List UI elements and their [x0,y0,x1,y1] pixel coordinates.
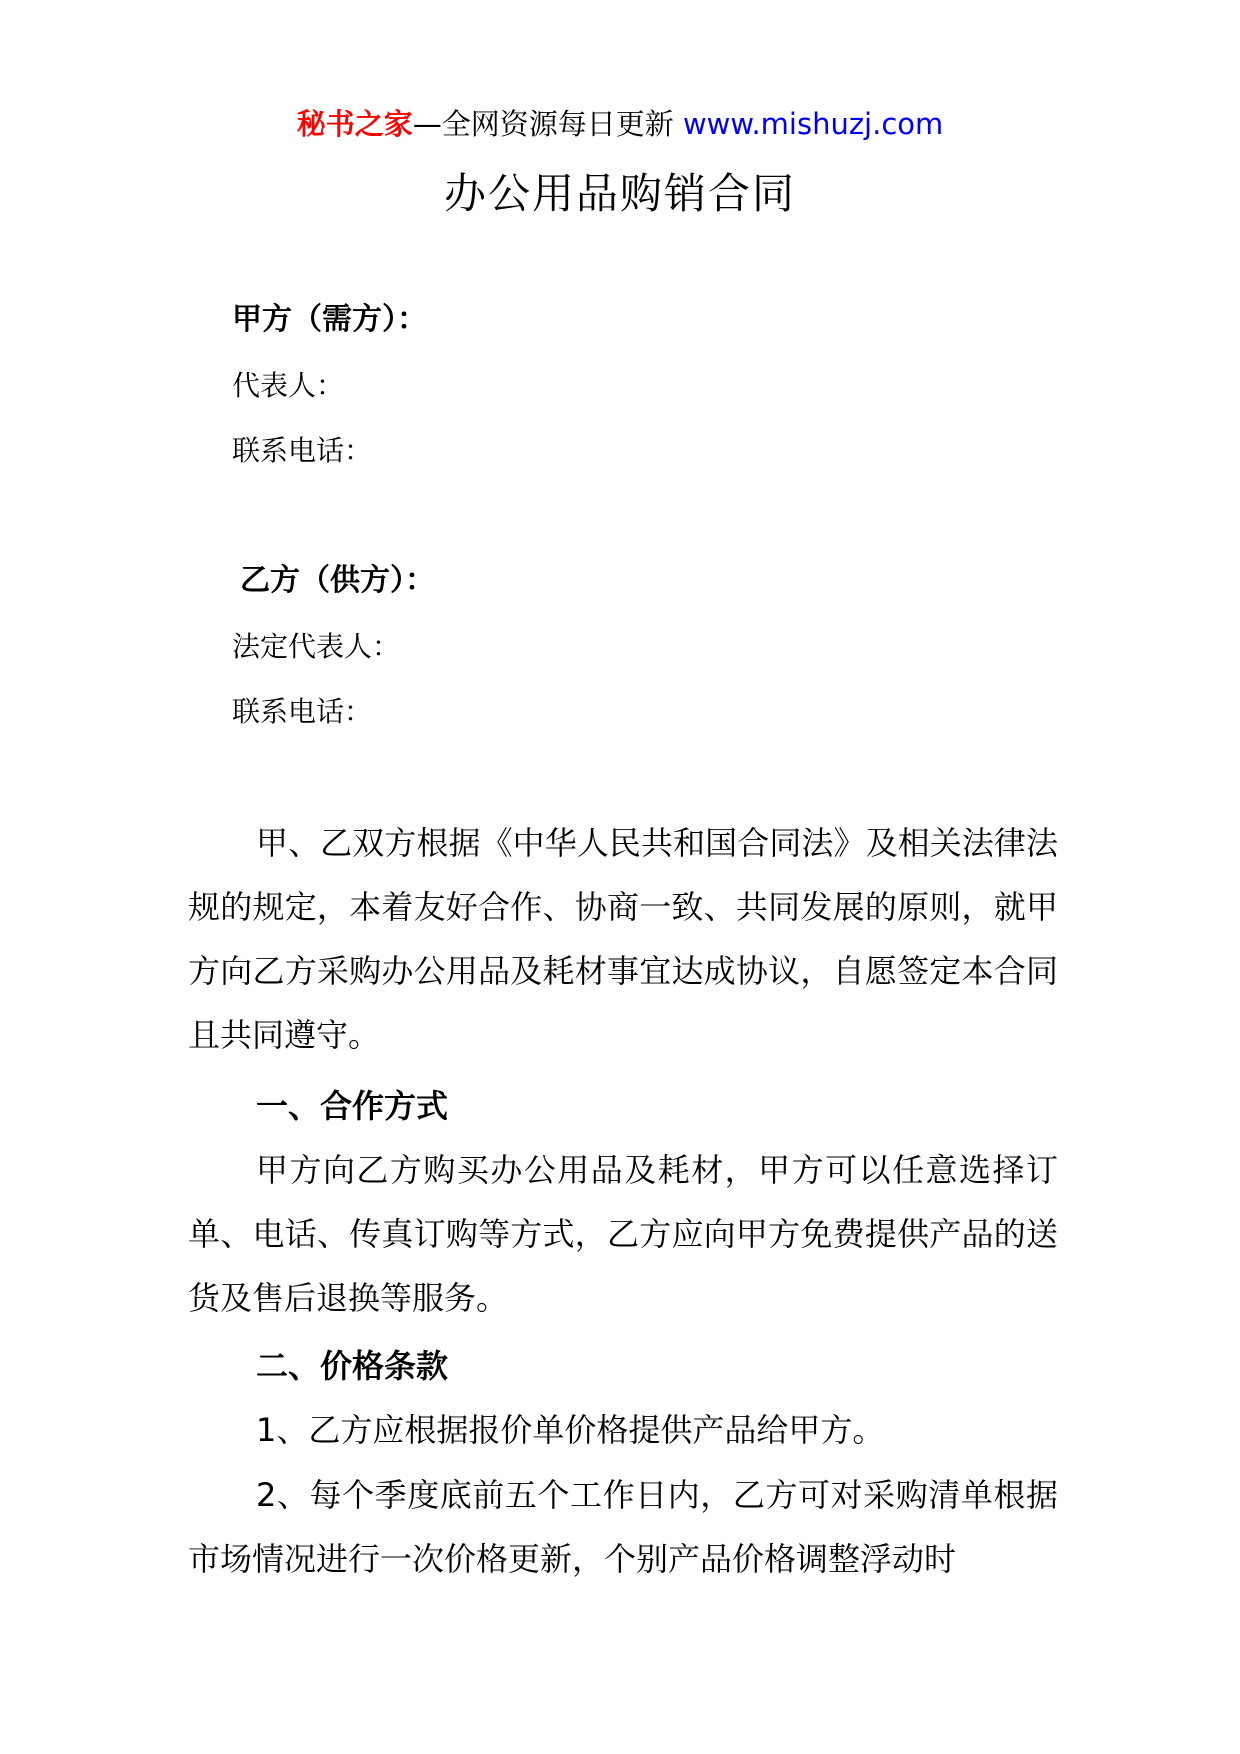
section-2-item-1: 1、乙方应根据报价单价格提供产品给甲方。 [256,1411,885,1449]
header-tagline: —全网资源每日更新 [412,107,674,141]
party-b-phone: 联系电话： [232,695,373,728]
intro-paragraph: 甲、乙双方根据《中华人民共和国合同法》及相关法律法规的规定，本着友好合作、协商一致、共同发展的原则，就甲方向乙方采购办公用品及耗材事宜达成协议，自愿签定本合同且共同遵守。 [188,824,1058,1054]
brand-name: 秘书之家 [296,107,413,141]
section-1-heading: 一、合作方式 [256,1087,449,1125]
party-b-legal-rep: 法定代表人： [232,630,401,663]
section-2-item-2: 2、每个季度底前五个工作日内，乙方可对采购清单根据市场情况进行一次价格更新，个别产品价格调整浮动时 [188,1476,1058,1578]
party-a-phone: 联系电话： [232,434,373,467]
site-url[interactable]: www.mishuzj.com [682,107,944,141]
site-header [0,104,1240,144]
section-2-heading: 二、价格条款 [256,1347,449,1385]
document-title: 办公用品购销合同 [443,169,796,218]
party-b-heading: 乙方（供方）： [240,563,435,598]
section-1-body: 甲方向乙方购买办公用品及耗材，甲方可以任意选择订单、电话、传真订购等方式，乙方应向甲方免费提供产品的送货及售后退换等服务。 [188,1151,1058,1317]
party-a-heading: 甲方（需方）： [232,302,427,337]
party-a-representative: 代表人： [232,369,345,402]
